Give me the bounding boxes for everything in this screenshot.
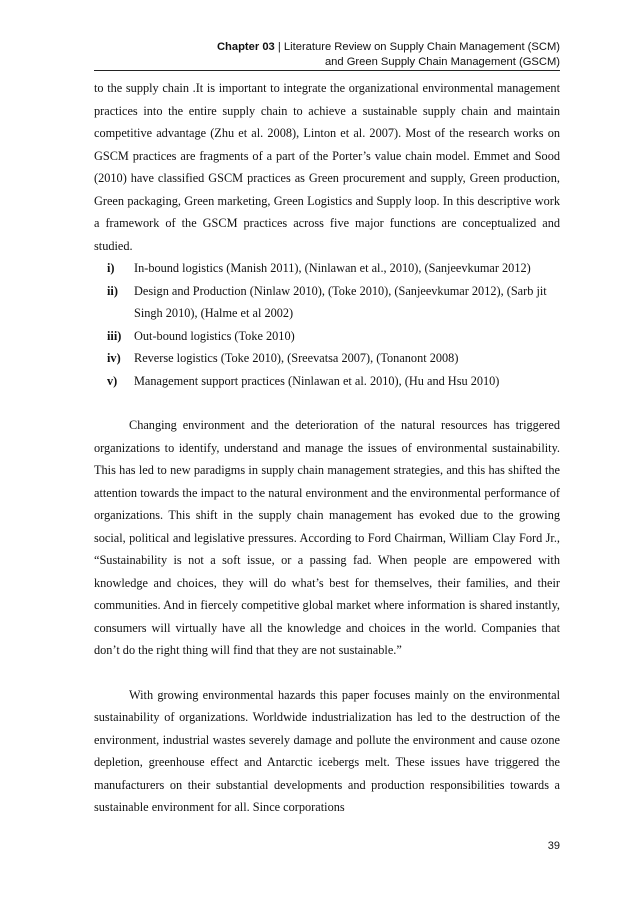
- list-item: [94, 370, 560, 393]
- list-item-text: Design and Production (Ninlaw 2010), (Toke 2010), (Sanjeevkumar 2012), (Sarb jit Singh 2010), (Halme et al 2002): [134, 283, 547, 320]
- list-item-number: ii): [107, 283, 118, 298]
- header-title-line-2: and Green Supply Chain Management (GSCM): [324, 56, 560, 68]
- list-item-number: v): [107, 373, 118, 388]
- gscm-functions-list: [94, 257, 560, 392]
- header-line-1: [217, 40, 560, 55]
- list-item: [94, 280, 560, 325]
- paragraph-3: With growing environmental hazards this paper focuses mainly on the environmental sustainability of organizations. Worldwide industrialization has led to the destruction of the environment, industrial wastes severely damage and pollute the environment and cause ozone depletion, greenhouse effect and Antarctic icebergs melt. These issues have triggered the manufacturers on their substantial developments and production responsibilities towards a sustainable environment for all. Since corporations: [94, 687, 560, 814]
- list-item-number: i): [107, 261, 115, 275]
- list-item-text: Reverse logistics (Toke 2010), (Sreevatsa 2007), (Tonanont 2008): [134, 351, 459, 365]
- header-separator: |: [274, 41, 284, 53]
- paragraph-2: Changing environment and the deterioration of the natural resources has triggered organizations to identify, understand and manage the issues of environmental sustainability. This has led to new paradigms in supply chain management strategies, and this has shifted the attention towards the impact to the natural environment and the environmental performance of organizations. This shift in the supply chain management has evoked due to the growing social, political and legislative pressures. According to Ford Chairman, William Clay Ford Jr., “Sustainability is not a soft issue, or a passing fad. When people are empowered with knowledge and choices, they will do what’s best for themselves, their families, and their communities. And in fiercely competitive global market where information is shared instantly, consumers will virtually have all the knowledge and choices in the world. Companies that don’t do the right thing will find that they are not sustainable.”: [94, 418, 560, 657]
- list-item-text: In-bound logistics (Manish 2011), (Ninlawan et al., 2010), (Sanjeevkumar 2012): [134, 261, 531, 275]
- list-item-number: iv): [107, 351, 121, 365]
- body-text: [94, 77, 560, 819]
- chapter-label: Chapter 03: [216, 41, 275, 53]
- list-item: [94, 257, 560, 280]
- list-item-number: iii): [107, 328, 122, 343]
- list-item-text: Management support practices (Ninlawan et al. 2010), (Hu and Hsu 2010): [134, 373, 500, 388]
- paragraph-spacer: [94, 662, 560, 684]
- page-number: 39: [547, 840, 560, 852]
- running-header: [217, 40, 560, 70]
- list-item: [94, 325, 560, 348]
- list-item-text: Out-bound logistics (Toke 2010): [134, 328, 295, 343]
- list-item: [94, 347, 560, 370]
- paragraph-1: to the supply chain .It is important to integrate the organizational environmental management practices into the entire supply chain to achieve a sustainable supply chain and maintain competitive advantage (Zhu et al. 2008), Linton et al. 2007). Most of the research works on GSCM practices are fragments of a part of the Porter’s value chain model. Emmet and Sood (2010) have classified GSCM practices as Green procurement and supply, Green production, Green packaging, Green marketing, Green Logistics and Supply loop. In this descriptive work a framework of the GSCM practices across five major functions are conceptualized and studied.: [94, 81, 560, 253]
- paragraph-spacer: [94, 392, 560, 414]
- header-rule: [94, 70, 560, 71]
- header-title-line-1: Literature Review on Supply Chain Management (SCM): [283, 41, 560, 53]
